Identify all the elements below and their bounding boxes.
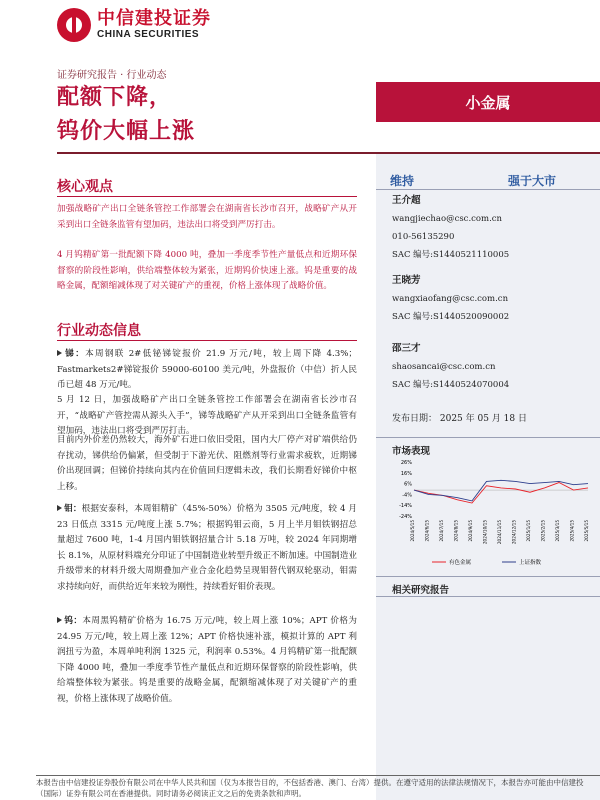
analyst-card: [392, 272, 509, 326]
core-view-heading: 核心观点: [57, 179, 113, 195]
chart-divider: [376, 576, 600, 577]
industry-news-rule: [57, 340, 357, 341]
analyst-sac: SAC 编号:S1440524070004: [392, 380, 510, 390]
bullet-triangle-icon: [57, 350, 62, 356]
y-tick-label: -24%: [399, 514, 412, 520]
market-title: 市场表现: [392, 446, 431, 457]
series-line-上证指数: [414, 480, 588, 501]
news-para-antimony: [57, 347, 357, 394]
news-lead: 钼：: [64, 504, 82, 514]
legend-label: 上证指数: [519, 560, 542, 566]
analyst-name: 邵三才: [392, 343, 421, 354]
news-text: 根据安泰科，本周钼精矿（45%-50%）价格为 3505 元/吨度，较 4 月 23 日低点 3315 元/吨度上涨 5.7%；根据钨钼云商，5 月上半月钼铁钢招总量超过 7600 吨，1-4 月国内钼铁钢招量合计 5.18 万吨，较 2024 年同期增长 8.1%，从原材料端充分印证了中国制造业转型升级正不断加速。中国制造业升级带来的材料升级大周期叠加产业合金化趋势呈现钼替代钢双轮驱动，钼需求持续向好，而供给近年来较为刚性，持续看好钼价表现。: [57, 504, 357, 592]
series-line-有色金属: [414, 483, 588, 504]
page-title-line1: 配额下降，: [57, 85, 173, 110]
y-tick-label: -14%: [399, 503, 412, 510]
x-tick-label: 2025/3/15: [555, 520, 560, 542]
news-para-molybdenum: [57, 502, 357, 595]
x-tick-label: 2024/8/15: [453, 520, 459, 542]
sector-badge: 小金属: [376, 82, 600, 122]
footer-divider: [36, 775, 600, 776]
related-reports-title: 相关研究报告: [392, 585, 450, 596]
y-tick-label: 16%: [400, 470, 412, 477]
x-tick-label: 2025/5/15: [584, 520, 589, 542]
news-para-antimony-2: 5 月 12 日，加强战略矿产出口全链条管控工作部署会在湖南省长沙市召开，“战略矿产管控需从源头入手”，锑等战略矿产从开采到出口全链条监管有望加码，违法出口将受到严厉打击。: [57, 395, 357, 436]
rating-value: 强于大市: [508, 174, 557, 188]
core-para-1: 加强战略矿产出口全链条管控工作部署会在湖南省长沙市召开，战略矿产从开采到出口全链条监管有望加码，违法出口将受到严厉打击。: [57, 204, 357, 230]
y-tick-label: 6%: [404, 481, 412, 488]
x-tick-label: 2024/12/15: [511, 520, 517, 545]
industry-news-heading: 行业动态信息: [57, 323, 141, 339]
breadcrumb: 证券研究报告 · 行业动态: [57, 70, 167, 81]
rating-label: 维持: [390, 174, 415, 188]
page-title-line2: 钨价大幅上涨: [57, 119, 196, 144]
analyst-name: 王晓芳: [392, 275, 421, 286]
news-text: 本周钢联 2#低铋锑锭报价 21.9 万元/吨，较上周下降 4.3%；Fastmarkets2#锑锭报价 59000-60100 美元/吨，外盘报价（中信）折人民币已超 48 万元/吨。: [57, 349, 357, 390]
x-tick-label: 2024/5/15: [410, 520, 415, 542]
news-para-tungsten: [57, 614, 357, 707]
logo-text-en: CHINA SECURITIES: [97, 29, 200, 40]
analyst-sac: SAC 编号:S1440521110005: [392, 250, 510, 260]
x-tick-label: 2024/11/15: [497, 520, 502, 545]
header-divider: [57, 152, 600, 154]
analyst-email: shaosancai@csc.com.cn: [392, 362, 496, 372]
analyst-name: 王介超: [392, 195, 421, 206]
date-divider: [376, 437, 600, 438]
x-tick-label: 2024/7/15: [439, 520, 444, 542]
logo-text-cn: 中信建投证券: [97, 8, 211, 29]
footer-disclaimer: 本报告由中信建投证券股份有限公司在中华人民共和国（仅为本报告目的，不包括香港、澳门、台湾）提供。在遵守适用的法律法规情况下，本报告亦可能由中信建投（国际）证券有限公司在香港提供。同时请务必阅读正文之后的免责条款和声明。: [36, 778, 584, 798]
market-chart: [392, 456, 592, 572]
core-para-2: 4 月钨精矿第一批配额下降 4000 吨，叠加一季度季节性产量低点和近期环保督察的阶段性影响，供给端整体较为紧张，近期钨价快速上涨。钨是重要的战略金属，配额缩减体现了对关键矿产的重视，价格上涨体现了战略价值。: [57, 250, 357, 291]
x-tick-label: 2025/2/15: [540, 520, 546, 542]
related-divider: [376, 596, 600, 597]
x-tick-label: 2025/1/15: [526, 520, 531, 542]
analyst-email: wangjiechao@csc.com.cn: [392, 214, 503, 224]
analyst-card: [392, 340, 509, 394]
bullet-triangle-icon: [57, 617, 62, 623]
y-tick-label: 26%: [400, 460, 412, 466]
logo-mark-icon: [57, 8, 91, 42]
rating-divider: [376, 189, 600, 190]
x-tick-label: 2024/6/15: [424, 520, 430, 542]
core-view-rule: [57, 196, 357, 197]
analyst-card: [392, 192, 509, 264]
analyst-email: wangxiaofang@csc.com.cn: [392, 294, 509, 304]
news-para-antimony-3: 目前内外价差仍然较大，海外矿石进口依旧受阻，国内大厂停产对矿端供给仍存扰动，锑供给仍偏紧，但受制于下游光伏、阻燃剂等行业需求疲软，近期锑价出现回调；但锑价持续向其内在价值回归逻辑未改，我们长期看好锑价中枢上移。: [57, 435, 357, 492]
analyst-phone: 010-56135290: [392, 232, 455, 242]
analyst-sac: SAC 编号:S1440520090002: [392, 312, 510, 322]
news-lead: 钨：: [64, 616, 83, 626]
bullet-triangle-icon: [57, 505, 62, 511]
y-tick-label: -4%: [402, 492, 412, 499]
publish-date: 发布日期： 2025 年 05 月 18 日: [392, 414, 527, 424]
x-tick-label: 2024/9/15: [468, 520, 473, 542]
legend-label: 有色金属: [449, 560, 472, 566]
company-logo: [57, 8, 211, 42]
news-text: 本周黑钨精矿价格为 16.75 万元/吨，较上周上涨 10%；APT 价格为 24.95 万元/吨，较上周上涨 12%；APT 价格快速补涨，模拟计算的 APT 利润扭亏为盈，本周单吨利润 1325 元，利润率 0.53%。4 月钨精矿第一批配额下降 4000 吨，叠加一季度季节性产量低点和近期环保督察的阶段性影响，供给端整体较为紧张。钨是重要的战略金属，配额缩减体现了对关键矿产的重视，价格上涨体现了战略价值。: [57, 616, 357, 704]
news-lead: 锑：: [64, 349, 86, 359]
x-tick-label: 2025/4/15: [569, 520, 575, 542]
x-tick-label: 2024/10/15: [482, 520, 488, 545]
